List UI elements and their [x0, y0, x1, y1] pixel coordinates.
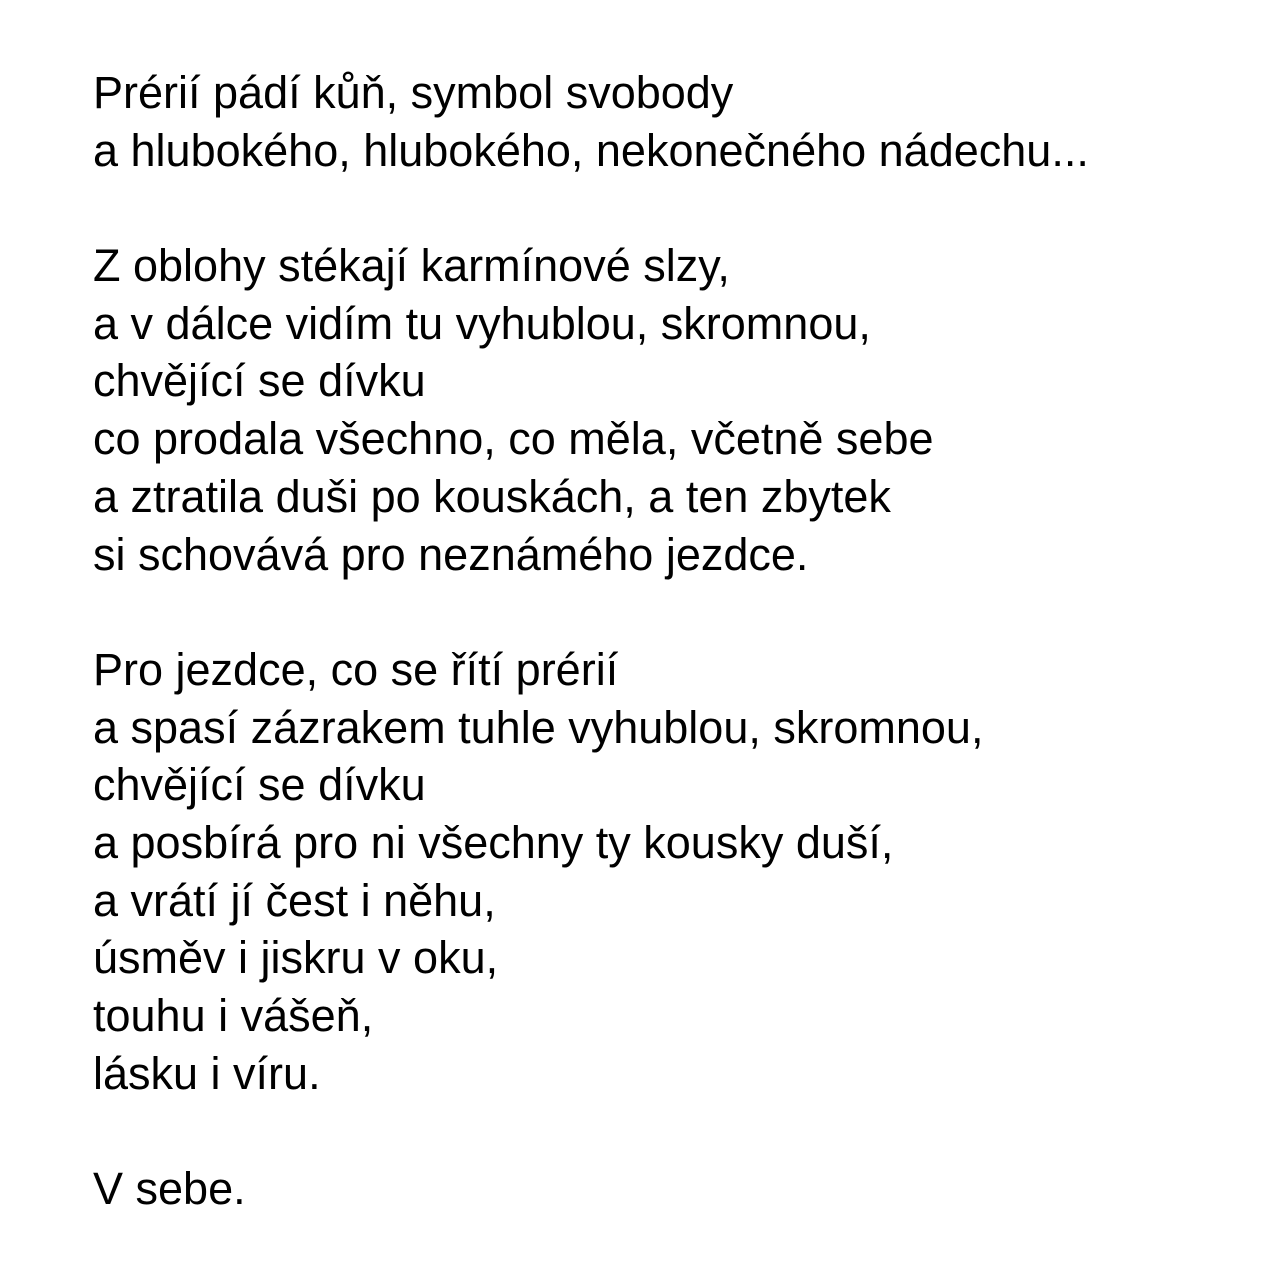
- poem-line: Pro jezdce, co se řítí prérií: [93, 643, 619, 695]
- poem-line: Z oblohy stékají karmínové slzy,: [93, 240, 730, 292]
- poem-line: úsměv i jiskru v oku,: [93, 932, 499, 984]
- poem-line: chvějící se dívku: [93, 759, 426, 811]
- poem-line: lásku i víru.: [93, 1047, 321, 1099]
- poem-line: si schovává pro neznámého jezdce.: [93, 528, 809, 580]
- poem-line: a v dálce vidím tu vyhublou, skromnou,: [93, 297, 871, 349]
- poem-line: a hlubokého, hlubokého, nekonečného nádechu...: [93, 124, 1089, 176]
- poem-line: a spasí zázrakem tuhle vyhublou, skromnou,: [93, 701, 984, 753]
- poem-line: a ztratila duši po kouskách, a ten zbytek: [93, 470, 891, 522]
- stanza-gap: [93, 179, 1263, 237]
- poem-line: a vrátí jí čest i něhu,: [93, 874, 496, 926]
- poem-line: chvějící se dívku: [93, 355, 426, 407]
- poem-line: V sebe.: [93, 1163, 246, 1215]
- stanza-gap: [93, 1102, 1263, 1160]
- poem-text: [93, 64, 1263, 1218]
- poem-line: co prodala všechno, co měla, včetně sebe: [93, 413, 934, 465]
- poem-line: a posbírá pro ni všechny ty kousky duší,: [93, 816, 894, 868]
- poem-line: touhu i vášeň,: [93, 990, 374, 1041]
- stanza-gap: [93, 583, 1263, 641]
- poem-line: Prérií pádí kůň, symbol svobody: [93, 67, 734, 118]
